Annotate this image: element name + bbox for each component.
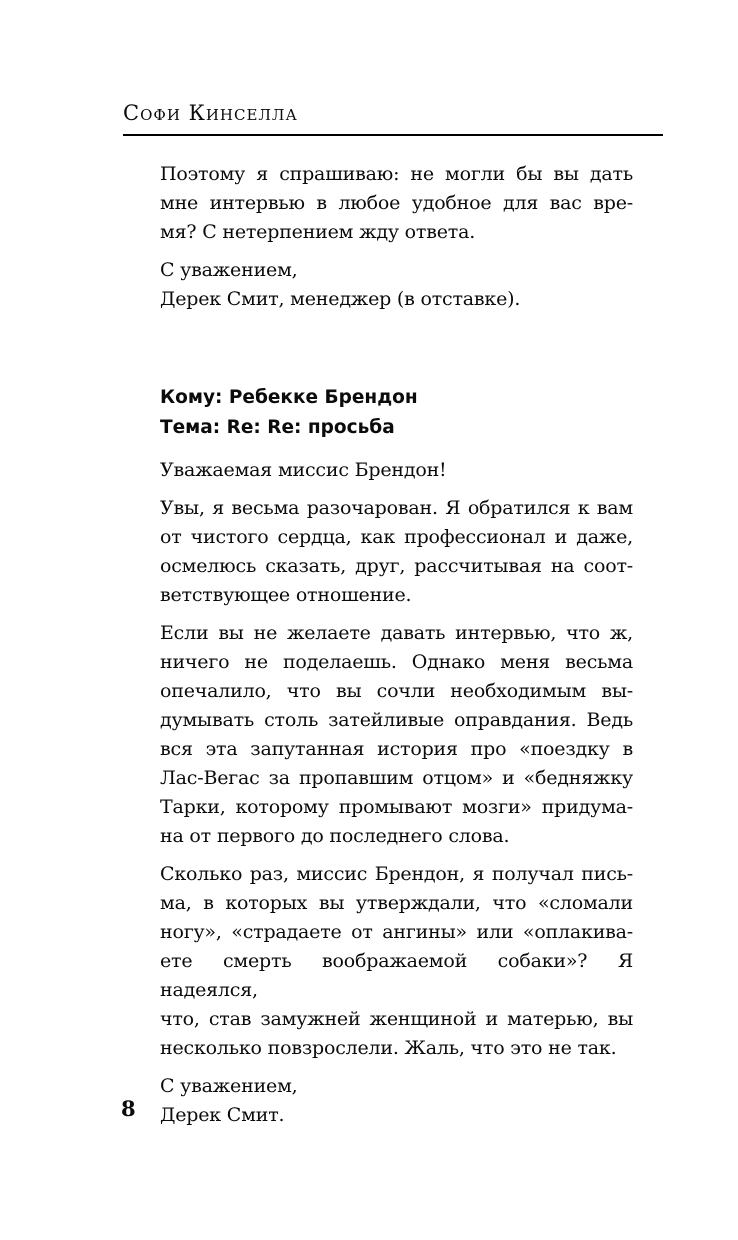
text-line: думывать столь затейливые оправдания. Ведь [160,709,633,731]
text-line: ногу», «страдаете от ангины» или «оплакива- [160,921,633,943]
text-line: Тема: Re: Re: просьба [160,417,395,438]
text-line: осмелюсь сказать, друг, рассчитывая на соот- [160,555,633,577]
text-line: Сколько раз, миссис Брендон, я получал пись- [160,863,633,885]
text-line: опечалило, что вы сочли необходимым вы- [160,680,633,702]
text-line: ничего не поделаешь. Однако меня весьма [160,651,633,673]
paragraph [160,619,633,851]
text-line: мне интервью в любое удобное для вас вре- [160,192,633,214]
paragraph [160,1072,633,1130]
text-line: вся эта запутанная история про «поездку в [160,738,633,760]
text-line: что, став замужней женщиной и матерью, вы [160,1008,633,1030]
text-line: Тарки, которому промывают мозги» придума- [160,796,633,818]
text-line: Дерек Смит. [160,1104,285,1126]
header-rule [123,134,663,136]
email-header-block [160,383,633,443]
text-line: несколько повзрослели. Жаль, что это не так. [160,1037,617,1059]
text-line: Поэтому я спрашиваю: не могли бы вы дать [160,163,633,185]
page-text [160,160,633,1139]
paragraph [160,494,633,610]
paragraph [160,860,633,1063]
section-break [160,323,633,383]
text-line: Увы, я весьма разочарован. Я обратился к вам [160,497,633,519]
text-line: на от первого до последнего слова. [160,825,510,847]
paragraph [160,456,633,485]
text-line: ете смерть воображаемой собаки»? Я надеялся, [160,950,633,1001]
text-line: Если вы не желаете давать интервью, что ж, [160,622,633,644]
text-line: Лас-Вегас за пропавшим отцом» и «бедняжку [160,767,633,789]
text-line: С уважением, [160,1075,298,1097]
paragraph [160,160,633,247]
text-line: С уважением, [160,259,298,281]
page-number: 8 [121,1096,136,1121]
text-line: Дерек Смит, менеджер (в отставке). [160,288,521,310]
text-line: Уважаемая миссис Брендон! [160,459,447,481]
text-line: ветствующее отношение. [160,584,412,606]
text-line: Кому: Ребекке Брендон [160,387,418,408]
running-header-author: Софи Кинселла [123,101,298,125]
text-line: от чистого сердца, как профессионал и даже, [160,526,633,548]
paragraph [160,256,633,314]
text-line: ма, в которых вы утверждали, что «сломали [160,892,633,914]
text-line: мя? С нетерпением жду ответа. [160,221,476,243]
